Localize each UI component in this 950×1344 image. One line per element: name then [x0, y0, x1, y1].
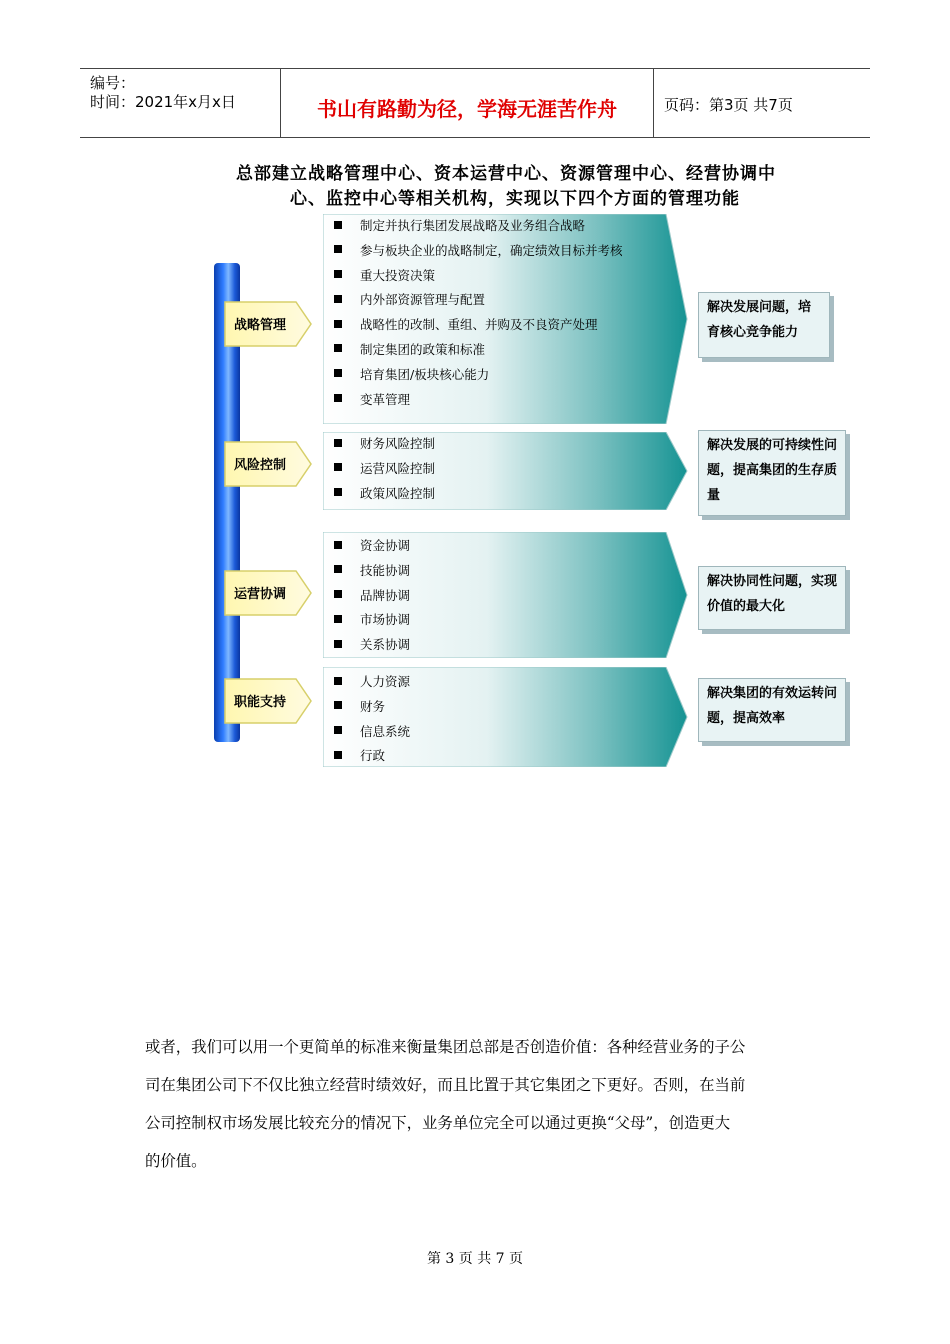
list-item: 政策风险控制 — [334, 482, 435, 507]
page-header — [80, 68, 870, 138]
list-item: 参与板块企业的战略制定，确定绩效目标并考核 — [334, 239, 623, 264]
group-label: 职能支持 — [234, 695, 287, 710]
diagram-title-line2: 心、监控中心等相关机构，实现以下四个方面的管理功能 — [290, 189, 740, 209]
list-item: 运营风险控制 — [334, 457, 435, 482]
group-band-functional-support — [323, 667, 688, 767]
list-item: 内外部资源管理与配置 — [334, 288, 623, 313]
motto: 书山有路勤为径，学海无涯苦作舟 — [317, 97, 617, 121]
list-item: 重大投资决策 — [334, 264, 623, 289]
page-footer: 第 3 页 共 7 页 — [426, 1251, 524, 1267]
item-list — [334, 432, 435, 506]
group-tag-functional-support — [224, 678, 312, 724]
header-info-cell — [80, 69, 281, 137]
group-band-strategy — [323, 214, 688, 424]
paragraph-line: 公司控制权市场发展比较充分的情况下，业务单位完全可以通过更换“父母”，创造更大 — [145, 1114, 731, 1132]
list-item: 市场协调 — [334, 608, 410, 633]
item-list — [334, 670, 410, 769]
list-item: 技能协调 — [334, 559, 410, 584]
group-label: 运营协调 — [234, 587, 287, 602]
header-page-cell — [654, 69, 870, 137]
list-item: 品牌协调 — [334, 584, 410, 609]
list-item: 制定集团的政策和标准 — [334, 338, 623, 363]
list-item: 培育集团/板块核心能力 — [334, 363, 623, 388]
document-time: 时间：2021年x月x日 — [90, 93, 236, 111]
list-item: 资金协调 — [334, 534, 410, 559]
list-item: 财务风险控制 — [334, 432, 435, 457]
list-item: 行政 — [334, 744, 410, 769]
list-item: 人力资源 — [334, 670, 410, 695]
diagram-title-line1: 总部建立战略管理中心、资本运营中心、资源管理中心、经营协调中 — [236, 164, 776, 184]
result-box-strategy: 解决发展问题，培育核心竞争能力 — [698, 292, 830, 358]
list-item: 战略性的改制、重组、并购及不良资产处理 — [334, 313, 623, 338]
result-box-operations: 解决协同性问题，实现价值的最大化 — [698, 566, 846, 630]
group-label: 风险控制 — [234, 458, 287, 473]
header-motto-cell — [281, 69, 654, 137]
item-list — [334, 214, 623, 412]
group-label: 战略管理 — [234, 318, 287, 333]
result-box-risk: 解决发展的可持续性问题，提高集团的生存质量 — [698, 430, 846, 516]
group-tag-operations — [224, 570, 312, 616]
list-item: 变革管理 — [334, 388, 623, 413]
list-item: 财务 — [334, 695, 410, 720]
group-tag-risk — [224, 441, 312, 487]
paragraph-line: 或者，我们可以用一个更简单的标准来衡量集团总部是否创造价值：各种经营业务的子公 — [145, 1038, 746, 1056]
list-item: 关系协调 — [334, 633, 410, 658]
paragraph-line: 司在集团公司下不仅比独立经营时绩效好，而且比置于其它集团之下更好。否则，在当前 — [145, 1076, 746, 1094]
list-item: 信息系统 — [334, 720, 410, 745]
page-indicator: 页码：第3页 共7页 — [664, 96, 793, 114]
body-paragraph — [145, 1028, 805, 1180]
group-tag-strategy — [224, 301, 312, 347]
document-number: 编号： — [90, 74, 136, 92]
list-item: 制定并执行集团发展战略及业务组合战略 — [334, 214, 623, 239]
result-box-functional-support: 解决集团的有效运转问题，提高效率 — [698, 678, 846, 742]
group-band-operations — [323, 532, 688, 658]
group-band-risk — [323, 432, 688, 510]
paragraph-line: 的价值。 — [145, 1152, 207, 1170]
item-list — [334, 534, 410, 658]
